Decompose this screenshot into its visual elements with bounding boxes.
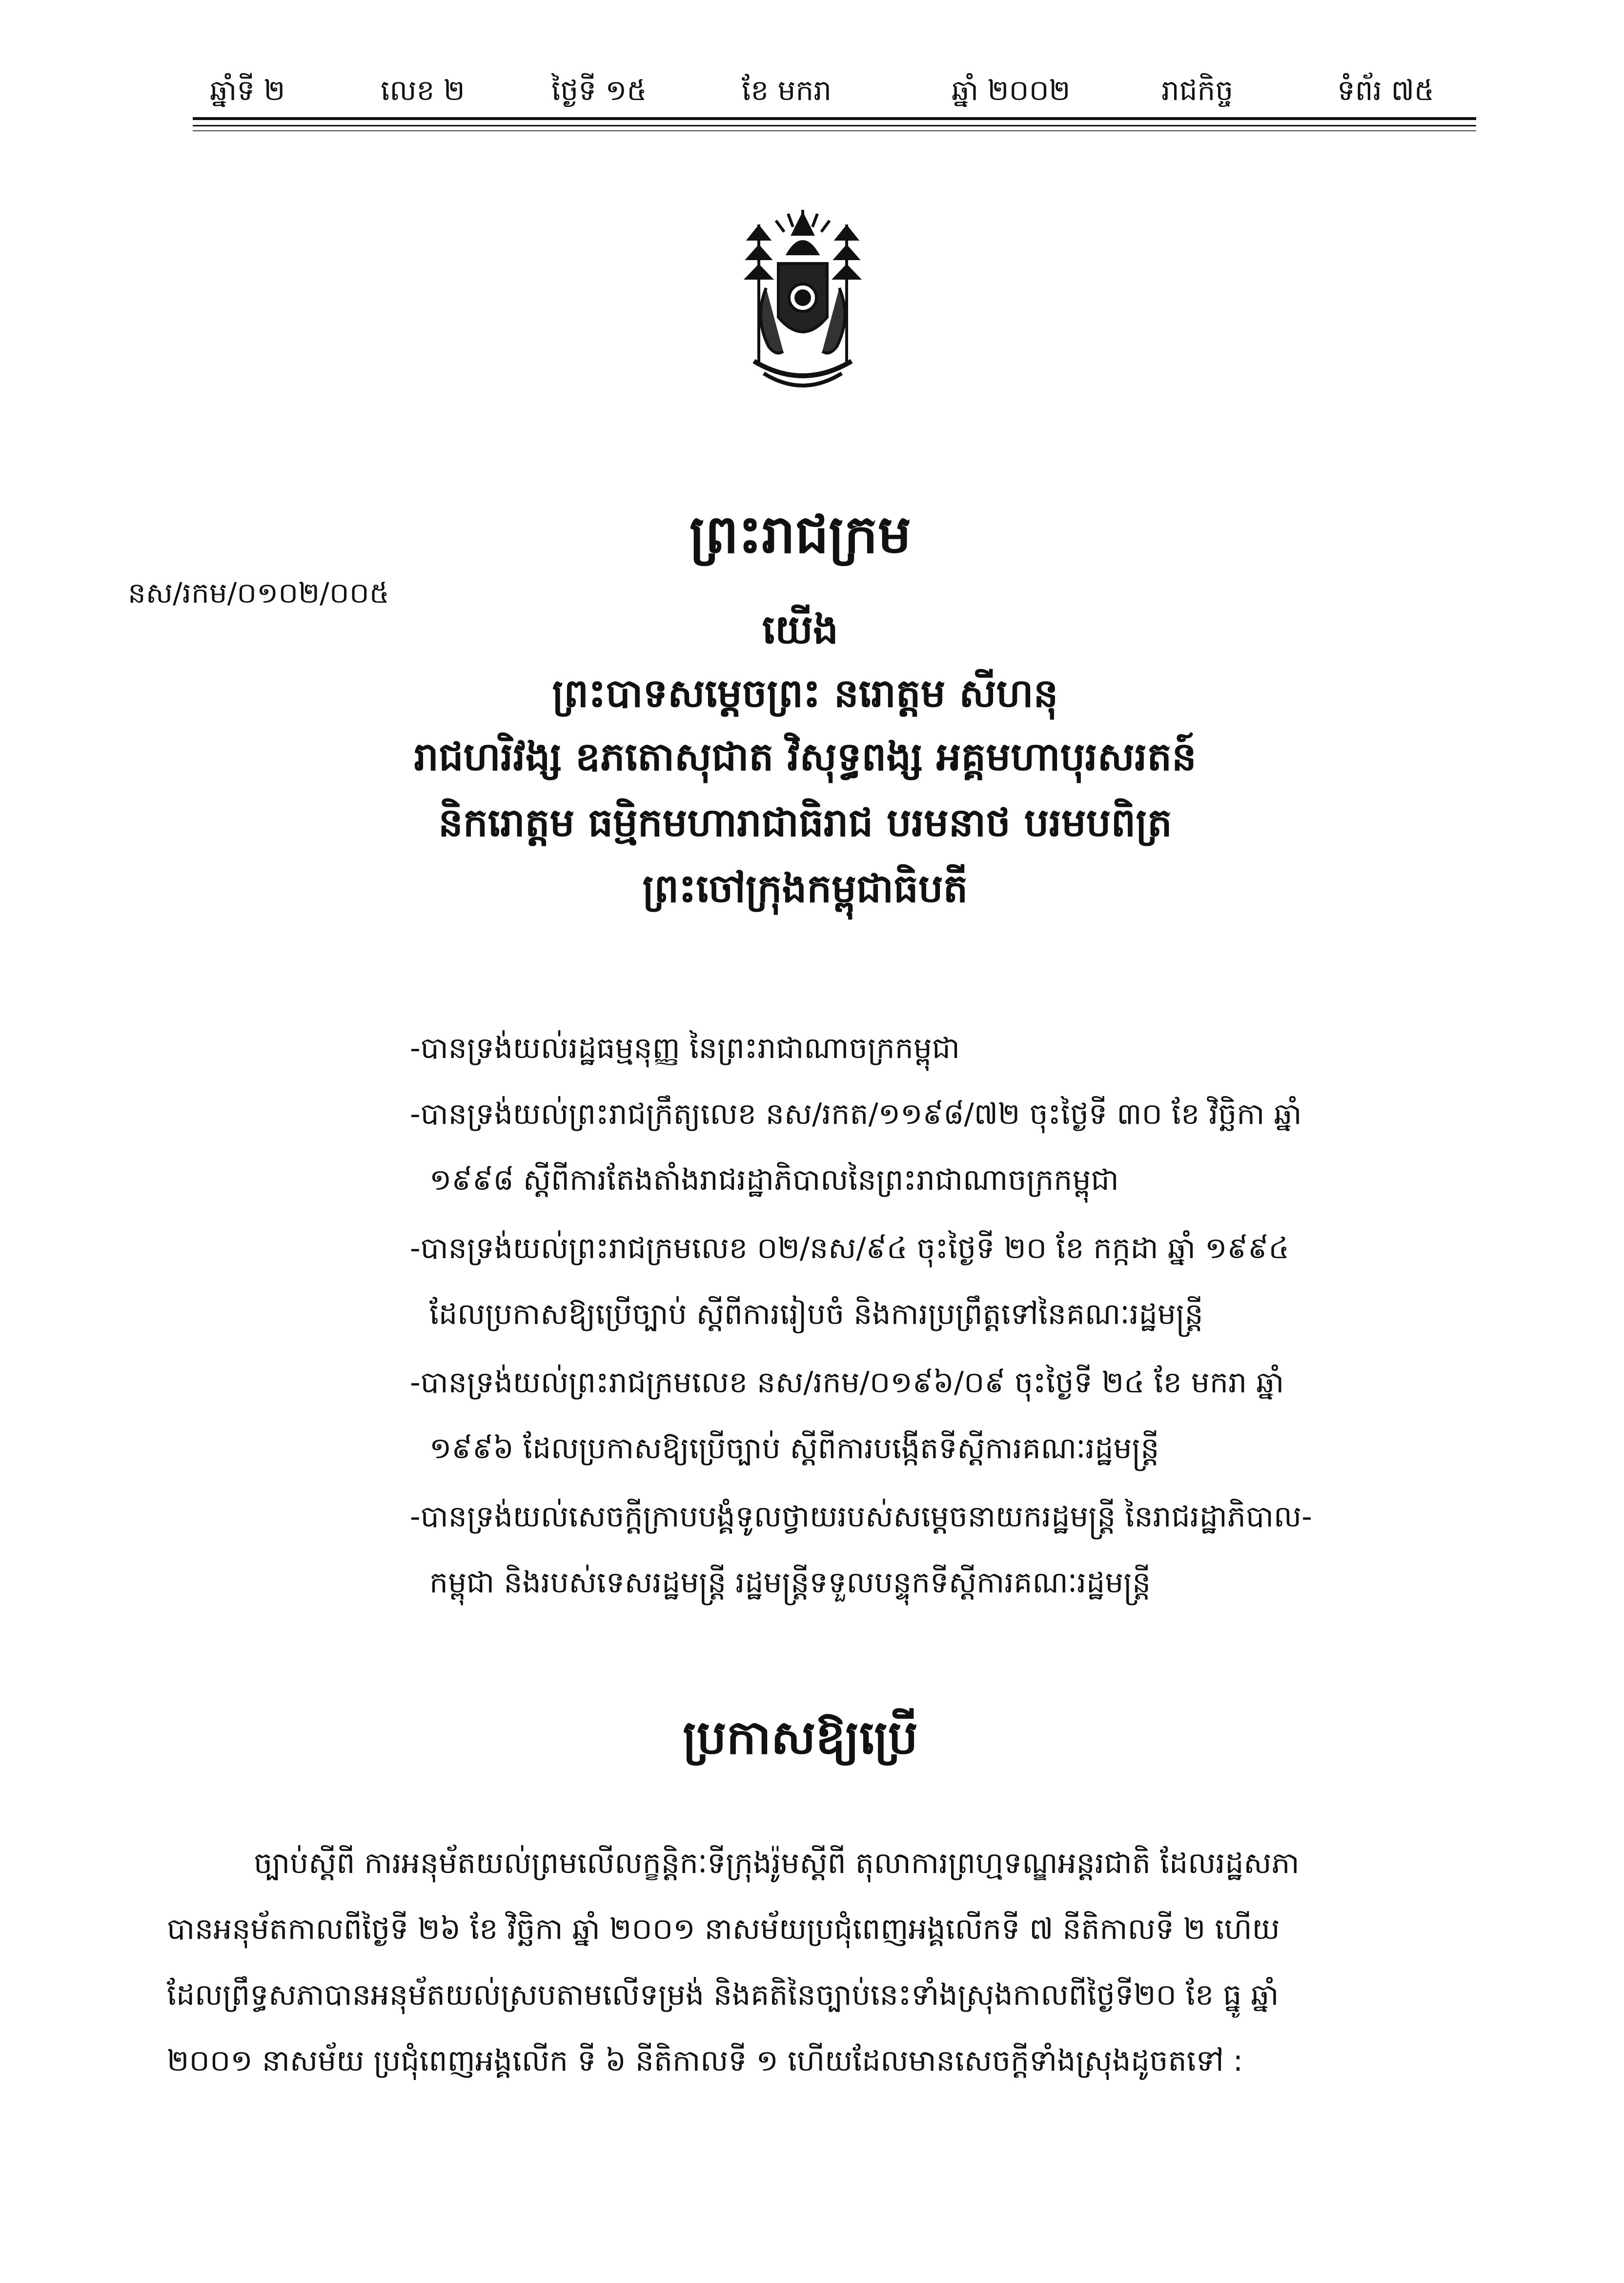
body-text-line: ដែលព្រឹទ្ធសភាបានអនុម័តយល់ស្របតាមលើទម្រង់ និងគតិនៃច្បាប់នេះទាំងស្រុងកាលពីថ្ងៃទី២០ ខែ ធ្នូ ឆ្នាំ — [167, 1978, 1279, 2012]
promulgation-heading: ប្រកាសឱ្យប្រើ — [683, 1710, 918, 1765]
preamble-line: ១៩៩៨ ស្តីពីការតែងតាំងរាជរដ្ឋាភិបាលនៃព្រះរាជាណាចក្រកម្ពុជា — [429, 1163, 1119, 1197]
preamble-line: -បានទ្រង់យល់ព្រះរាជក្រមលេខ នស/រកម/០១៩៦/០៩ ចុះថ្ងៃទី ២៤ ខែ មករា ឆ្នាំ — [410, 1366, 1284, 1400]
preamble-line: ដែលប្រកាសឱ្យប្រើច្បាប់ ស្តីពីការរៀបចំ និងការប្រព្រឹត្តទៅនៃគណៈរដ្ឋមន្ត្រី — [429, 1297, 1203, 1331]
header-year-volume: ឆ្នាំទី ២ — [210, 74, 285, 107]
header-rule-middle — [193, 125, 1476, 126]
preamble-line: ១៩៩៦ ដែលប្រកាសឱ្យប្រើច្បាប់ ស្តីពីការបង្កើតទីស្តីការគណៈរដ្ឋមន្ត្រី — [429, 1431, 1159, 1466]
header-page-number: ទំព័រ ៧៥ — [1337, 74, 1435, 107]
preamble-line: -បានទ្រង់យល់ព្រះរាជក្រមលេខ ០២/នស/៩៤ ចុះថ្ងៃទី ២០ ខែ កក្កដា ឆ្នាំ ១៩៩៤ — [410, 1231, 1289, 1265]
preamble-line: -បានទ្រង់យល់ព្រះរាជក្រឹត្យលេខ នស/រកត/១១៩៨/៧២ ចុះថ្ងៃទី ៣០ ខែ វិច្ឆិកា ឆ្នាំ — [410, 1097, 1302, 1131]
header-number: លេខ ២ — [381, 74, 465, 107]
preamble-line: -បានទ្រង់យល់រដ្ឋធម្មនុញ្ញ នៃព្រះរាជាណាចក្រកម្ពុជា — [410, 1031, 960, 1065]
body-text-line: ច្បាប់ស្តីពី ការអនុម័តយល់ព្រមលើលក្ខន្តិកៈទីក្រុងរ៉ូមស្តីពី តុលាការព្រហ្មទណ្ឌអន្តរជាតិ ដែលរដ្ឋសភា — [254, 1846, 1299, 1880]
gazette-header — [195, 73, 1474, 107]
body-text-line: បានអនុម័តកាលពីថ្ងៃទី ២៦ ខែ វិច្ឆិកា ឆ្នាំ ២០០១ នាសម័យប្រជុំពេញអង្គលើកទី ៧ នីតិកាលទី ២ ហើយ — [167, 1912, 1280, 1946]
preamble-line: កម្ពុជា និងរបស់ទេសរដ្ឋមន្ត្រី រដ្ឋមន្ត្រីទទួលបន្ទុកទីស្តីការគណៈរដ្ឋមន្ត្រី — [429, 1566, 1151, 1600]
royal-coat-of-arms-emblem — [720, 205, 886, 400]
body-text-line: ២០០១ នាសម័យ ប្រជុំពេញអង្គលើក ទី ៦ នីតិកាលទី ១ ហើយដែលមានសេចក្តីទាំងស្រុងដូចតទៅ : — [167, 2044, 1243, 2078]
we-heading: យើង — [762, 606, 839, 653]
king-title-line-3: និករោត្តម ធម្មិកមហារាជាធិរាជ បរមនាថ បរមបពិត្រ — [438, 799, 1172, 845]
preamble-line: -បានទ្រង់យល់សេចក្តីក្រាបបង្គំទូលថ្វាយរបស់សម្តេចនាយករដ្ឋមន្ត្រី នៃរាជរដ្ឋាភិបាល- — [410, 1500, 1312, 1534]
king-title-line-1: ព្រះបាទសម្តេចព្រះ នរោត្តម សីហនុ — [552, 670, 1058, 716]
header-gazette-name: រាជកិច្ច — [1161, 74, 1234, 107]
king-title-line-4: ព្រះចៅក្រុងកម្ពុជាធិបតី — [642, 865, 968, 911]
decree-reference-number: នស/រកម/០១០២/០០៥ — [128, 576, 389, 610]
header-rule-thin — [193, 130, 1476, 131]
king-title-line-2: រាជហរិវង្ស ឧភតោសុជាត វិសុទ្ធពង្ស អគ្គមហាបុរសរតន៍ — [414, 734, 1197, 779]
decree-title: ព្រះរាជក្រម — [689, 504, 912, 565]
header-rule-thick — [193, 117, 1476, 120]
header-day: ថ្ងៃទី ១៥ — [551, 74, 647, 107]
header-month: ខែ មករា — [742, 74, 832, 107]
header-year: ឆ្នាំ ២០០២ — [952, 74, 1071, 107]
